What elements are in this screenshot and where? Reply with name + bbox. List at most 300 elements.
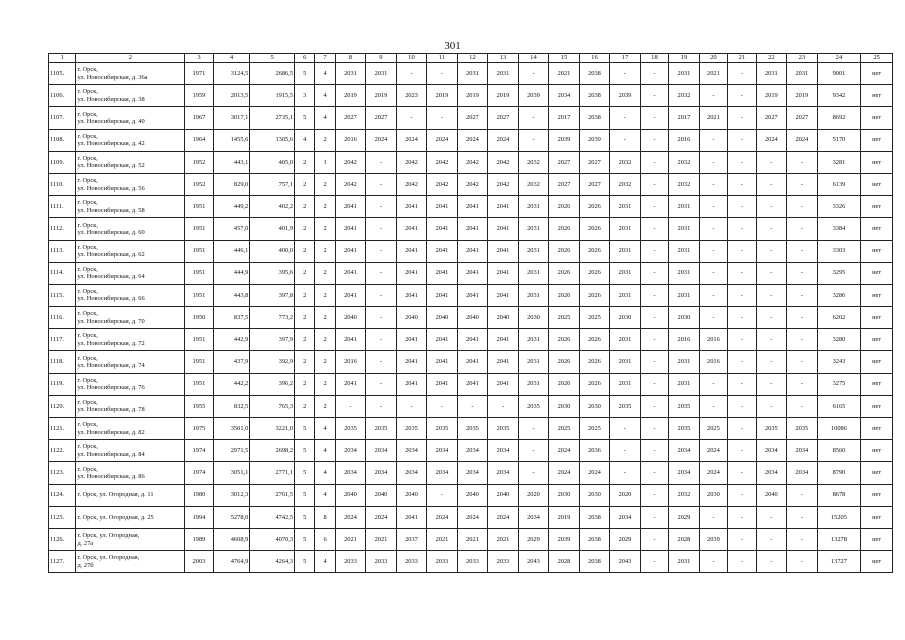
table-cell: 2026: [579, 240, 610, 262]
area-cell: 1305,6: [250, 129, 295, 151]
table-cell: -: [640, 395, 668, 417]
table-cell: 2017: [669, 107, 700, 129]
table-cell: -: [518, 63, 549, 85]
table-cell: -: [518, 129, 549, 151]
table-cell: 5: [295, 484, 315, 506]
table-cell: -: [728, 528, 756, 550]
table-cell: нет: [861, 351, 893, 373]
table-cell: -: [640, 63, 668, 85]
table-cell: -: [787, 284, 818, 306]
table-cell: 2041: [427, 240, 458, 262]
area-cell: 4608,9: [213, 528, 250, 550]
table-cell: -: [640, 418, 668, 440]
table-cell: -: [366, 173, 397, 195]
address-cell: г. Орск, ул. Огородная, д. 25: [76, 506, 185, 528]
table-cell: 3281: [817, 151, 861, 173]
table-cell: -: [787, 240, 818, 262]
area-cell: 757,1: [250, 173, 295, 195]
address-cell: г. Орск, ул. Новосибирская, д. 66: [76, 284, 185, 306]
address-cell: г. Орск, ул. Новосибирская, д. 78: [76, 395, 185, 417]
column-header-11: 11: [427, 54, 458, 63]
table-cell: 2032: [669, 85, 700, 107]
table-cell: 2024: [756, 129, 787, 151]
area-cell: 5278,0: [213, 506, 250, 528]
area-cell: 397,9: [250, 329, 295, 351]
row-number: 1118.: [49, 351, 76, 373]
table-cell: -: [787, 506, 818, 528]
table-cell: 1994: [185, 506, 213, 528]
table-cell: 2024: [366, 506, 397, 528]
table-cell: 2031: [669, 373, 700, 395]
table-cell: -: [728, 395, 756, 417]
table-cell: 2035: [457, 418, 488, 440]
table-cell: 2: [295, 218, 315, 240]
table-cell: 2031: [518, 262, 549, 284]
table-cell: 2028: [549, 551, 580, 573]
table-cell: 2041: [427, 351, 458, 373]
table-cell: -: [640, 85, 668, 107]
table-cell: 2024: [579, 462, 610, 484]
table-cell: 2019: [457, 85, 488, 107]
table-cell: 2016: [699, 351, 727, 373]
table-cell: 2040: [396, 484, 427, 506]
table-cell: -: [366, 151, 397, 173]
table-cell: 2043: [518, 551, 549, 573]
address-cell: г. Орск, ул. Новосибирская, д. 64: [76, 262, 185, 284]
table-cell: -: [787, 151, 818, 173]
table-cell: 2031: [787, 63, 818, 85]
table-row: [49, 63, 893, 85]
table-cell: 5: [295, 440, 315, 462]
column-header-6: 6: [295, 54, 315, 63]
area-cell: 449,2: [213, 196, 250, 218]
table-cell: -: [756, 240, 787, 262]
table-cell: -: [756, 373, 787, 395]
table-row: [49, 484, 893, 506]
table-cell: 2035: [669, 395, 700, 417]
table-cell: 2026: [549, 240, 580, 262]
table-cell: -: [756, 307, 787, 329]
row-number: 1117.: [49, 329, 76, 351]
table-cell: -: [756, 196, 787, 218]
table-cell: 3303: [817, 240, 861, 262]
area-cell: 3501,0: [213, 418, 250, 440]
table-cell: 2041: [488, 262, 519, 284]
table-cell: 4: [315, 551, 335, 573]
area-cell: 442,9: [213, 329, 250, 351]
column-header-7: 7: [315, 54, 335, 63]
table-cell: 2027: [549, 173, 580, 195]
table-cell: 2026: [549, 262, 580, 284]
area-cell: 442,2: [213, 373, 250, 395]
row-number: 1125.: [49, 506, 76, 528]
table-cell: 2029: [610, 528, 641, 550]
table-cell: 2035: [396, 418, 427, 440]
table-body: [49, 63, 893, 573]
table-cell: -: [366, 284, 397, 306]
table-cell: 2026: [549, 373, 580, 395]
area-cell: 443,1: [213, 151, 250, 173]
table-cell: 2019: [787, 85, 818, 107]
table-cell: 2016: [335, 351, 366, 373]
table-cell: 2043: [610, 551, 641, 573]
table-cell: 4: [315, 85, 335, 107]
table-cell: нет: [861, 440, 893, 462]
table-cell: 2021: [699, 107, 727, 129]
table-cell: 6: [315, 528, 335, 550]
table-cell: 2026: [549, 284, 580, 306]
table-cell: 1951: [185, 240, 213, 262]
table-cell: 1967: [185, 107, 213, 129]
table-cell: 2034: [396, 440, 427, 462]
table-cell: 2042: [488, 151, 519, 173]
table-cell: 2017: [549, 107, 580, 129]
table-cell: 2026: [579, 196, 610, 218]
table-cell: -: [728, 484, 756, 506]
table-cell: 5: [295, 462, 315, 484]
column-header-16: 16: [579, 54, 610, 63]
table-cell: 2027: [787, 107, 818, 129]
table-cell: -: [699, 262, 727, 284]
table-cell: 2026: [549, 196, 580, 218]
table-cell: 2031: [518, 373, 549, 395]
table-cell: 2041: [396, 262, 427, 284]
column-header-22: 22: [756, 54, 787, 63]
table-cell: 6202: [817, 307, 861, 329]
table-cell: 2026: [579, 262, 610, 284]
table-cell: 2026: [579, 373, 610, 395]
table-cell: 2021: [335, 528, 366, 550]
table-cell: 1975: [185, 418, 213, 440]
table-row: [49, 284, 893, 306]
address-cell: г. Орск, ул. Новосибирская, д. 56: [76, 173, 185, 195]
table-cell: -: [366, 196, 397, 218]
table-cell: 2024: [787, 129, 818, 151]
table-cell: 4: [315, 484, 335, 506]
column-header-10: 10: [396, 54, 427, 63]
table-cell: -: [756, 506, 787, 528]
table-cell: нет: [861, 107, 893, 129]
table-cell: -: [640, 351, 668, 373]
row-number: 1126.: [49, 528, 76, 550]
area-cell: 2686,5: [250, 63, 295, 85]
table-cell: -: [396, 395, 427, 417]
table-cell: 2029: [518, 528, 549, 550]
address-cell: г. Орск, ул. Новосибирская, д. 70: [76, 307, 185, 329]
table-cell: -: [756, 173, 787, 195]
table-cell: 2024: [699, 462, 727, 484]
area-cell: 773,2: [250, 307, 295, 329]
table-cell: 2041: [396, 218, 427, 240]
table-cell: -: [728, 262, 756, 284]
table-cell: 2024: [396, 129, 427, 151]
table-row: [49, 129, 893, 151]
table-cell: 2042: [427, 151, 458, 173]
table-cell: 2: [295, 395, 315, 417]
table-row: [49, 173, 893, 195]
table-cell: 2024: [427, 506, 458, 528]
table-cell: 1952: [185, 151, 213, 173]
table-row: [49, 85, 893, 107]
table-cell: -: [699, 85, 727, 107]
address-cell: г. Орск, ул. Новосибирская, д. 58: [76, 196, 185, 218]
table-cell: 2041: [335, 240, 366, 262]
table-cell: 2031: [488, 63, 519, 85]
table-cell: -: [787, 329, 818, 351]
table-cell: 2041: [457, 196, 488, 218]
table-cell: 1: [315, 151, 335, 173]
table-cell: -: [640, 284, 668, 306]
table-cell: -: [640, 329, 668, 351]
table-cell: 2034: [549, 85, 580, 107]
table-cell: -: [366, 262, 397, 284]
table-cell: -: [518, 107, 549, 129]
address-cell: г. Орск, ул. Новосибирская, д. 42: [76, 129, 185, 151]
table-cell: 2027: [366, 107, 397, 129]
table-cell: 2026: [579, 284, 610, 306]
table-cell: 2024: [488, 129, 519, 151]
row-number: 1122.: [49, 440, 76, 462]
table-cell: 2031: [669, 551, 700, 573]
table-cell: 2040: [335, 484, 366, 506]
table-cell: -: [787, 528, 818, 550]
column-header-23: 23: [787, 54, 818, 63]
table-cell: 13278: [817, 528, 861, 550]
table-cell: -: [640, 506, 668, 528]
table-cell: -: [640, 262, 668, 284]
table-cell: 2030: [518, 307, 549, 329]
table-cell: -: [610, 107, 641, 129]
table-cell: 2039: [579, 129, 610, 151]
table-cell: 2033: [457, 551, 488, 573]
table-cell: 2034: [427, 462, 458, 484]
column-header-18: 18: [640, 54, 668, 63]
table-cell: -: [640, 528, 668, 550]
table-row: [49, 373, 893, 395]
table-cell: -: [699, 129, 727, 151]
table-cell: 2031: [669, 351, 700, 373]
table-cell: 2027: [579, 151, 610, 173]
table-cell: 2021: [457, 528, 488, 550]
table-row: [49, 262, 893, 284]
table-cell: 2029: [669, 506, 700, 528]
table-cell: 2039: [699, 528, 727, 550]
table-cell: 5: [295, 418, 315, 440]
table-cell: -: [640, 440, 668, 462]
address-cell: г. Орск, ул. Новосибирская, д. 84: [76, 440, 185, 462]
table-cell: 2019: [335, 85, 366, 107]
table-cell: нет: [861, 262, 893, 284]
table-header: [49, 54, 893, 63]
table-cell: 2041: [427, 284, 458, 306]
table-cell: -: [366, 240, 397, 262]
table-cell: 2041: [396, 351, 427, 373]
column-header-13: 13: [488, 54, 519, 63]
table-cell: 2024: [549, 440, 580, 462]
table-cell: нет: [861, 373, 893, 395]
address-cell: г. Орск, ул. Новосибирская, д. 72: [76, 329, 185, 351]
table-cell: -: [366, 218, 397, 240]
table-cell: 6139: [817, 173, 861, 195]
table-cell: 2021: [699, 63, 727, 85]
table-cell: 2: [315, 173, 335, 195]
table-cell: -: [427, 107, 458, 129]
table-cell: 1951: [185, 196, 213, 218]
table-cell: 2038: [579, 506, 610, 528]
table-cell: 2041: [488, 240, 519, 262]
table-cell: -: [640, 173, 668, 195]
table-cell: 2: [295, 307, 315, 329]
column-header-9: 9: [366, 54, 397, 63]
table-cell: 2: [315, 373, 335, 395]
table-cell: 2019: [427, 85, 458, 107]
table-cell: 2041: [457, 240, 488, 262]
table-cell: 2034: [610, 506, 641, 528]
table-cell: 1952: [185, 173, 213, 195]
area-cell: 437,9: [213, 351, 250, 373]
table-cell: 2031: [610, 262, 641, 284]
table-cell: 1950: [185, 307, 213, 329]
table-cell: 2033: [396, 551, 427, 573]
table-cell: нет: [861, 528, 893, 550]
table-cell: 2034: [518, 506, 549, 528]
table-cell: 2030: [549, 395, 580, 417]
table-cell: -: [787, 196, 818, 218]
table-cell: 2031: [610, 373, 641, 395]
table-cell: 2027: [335, 107, 366, 129]
table-cell: 2024: [366, 129, 397, 151]
table-cell: 2: [315, 329, 335, 351]
table-cell: -: [756, 284, 787, 306]
table-cell: 9001: [817, 63, 861, 85]
table-cell: 2024: [549, 462, 580, 484]
table-cell: -: [787, 218, 818, 240]
table-cell: -: [787, 307, 818, 329]
table-cell: 2031: [610, 351, 641, 373]
table-cell: 2: [315, 240, 335, 262]
table-cell: нет: [861, 506, 893, 528]
table-cell: 2041: [488, 329, 519, 351]
table-cell: -: [728, 506, 756, 528]
row-number: 1113.: [49, 240, 76, 262]
table-cell: 2019: [549, 506, 580, 528]
table-cell: 2031: [335, 63, 366, 85]
area-cell: 3221,0: [250, 418, 295, 440]
address-cell: г. Орск, ул. Новосибирская, д. 76: [76, 373, 185, 395]
table-cell: 2034: [756, 440, 787, 462]
table-cell: -: [699, 373, 727, 395]
table-cell: 3280: [817, 329, 861, 351]
table-cell: 2041: [488, 196, 519, 218]
table-cell: -: [610, 129, 641, 151]
table-cell: 2035: [488, 418, 519, 440]
table-cell: 2016: [669, 129, 700, 151]
table-cell: 2016: [669, 329, 700, 351]
table-cell: 1971: [185, 63, 213, 85]
table-cell: 2034: [787, 440, 818, 462]
table-cell: 2035: [366, 418, 397, 440]
table-cell: 4: [315, 107, 335, 129]
table-cell: 2030: [669, 307, 700, 329]
table-cell: 2026: [579, 329, 610, 351]
table-cell: 1974: [185, 440, 213, 462]
row-number: 1110.: [49, 173, 76, 195]
table-cell: 2034: [669, 440, 700, 462]
table-cell: 2041: [335, 284, 366, 306]
table-cell: 2035: [787, 418, 818, 440]
table-cell: 2034: [427, 440, 458, 462]
table-cell: 2: [315, 307, 335, 329]
table-cell: 4: [315, 418, 335, 440]
table-cell: 2034: [366, 462, 397, 484]
table-cell: 2041: [396, 329, 427, 351]
table-cell: 2034: [787, 462, 818, 484]
row-number: 1116.: [49, 307, 76, 329]
area-cell: 2698,2: [250, 440, 295, 462]
column-header-24: 24: [817, 54, 861, 63]
table-cell: -: [457, 395, 488, 417]
table-cell: -: [756, 151, 787, 173]
table-cell: 2031: [610, 240, 641, 262]
table-cell: 1955: [185, 395, 213, 417]
table-cell: 2040: [457, 484, 488, 506]
table-cell: 2032: [610, 173, 641, 195]
address-cell: г. Орск, ул. Новосибирская, д. 40: [76, 107, 185, 129]
table-cell: -: [335, 395, 366, 417]
table-cell: 2: [295, 284, 315, 306]
table-cell: 5: [295, 506, 315, 528]
table-cell: 2024: [457, 506, 488, 528]
table-cell: -: [699, 151, 727, 173]
page-number: 301: [444, 40, 461, 52]
table-cell: -: [699, 173, 727, 195]
table-cell: 2024: [427, 129, 458, 151]
table-cell: -: [488, 395, 519, 417]
table-cell: 2035: [610, 395, 641, 417]
table-cell: 2016: [699, 329, 727, 351]
column-header-19: 19: [669, 54, 700, 63]
table-cell: 2032: [669, 484, 700, 506]
table-cell: 2042: [457, 173, 488, 195]
table-cell: 2: [315, 351, 335, 373]
table-cell: 2041: [457, 218, 488, 240]
table-row: [49, 418, 893, 440]
table-cell: 2031: [610, 284, 641, 306]
table-cell: 2035: [756, 418, 787, 440]
table-cell: 1951: [185, 218, 213, 240]
table-cell: -: [756, 528, 787, 550]
table-cell: нет: [861, 284, 893, 306]
table-row: [49, 151, 893, 173]
address-cell: г. Орск, ул. Огородная, д. 27а: [76, 528, 185, 550]
table-cell: 2025: [579, 418, 610, 440]
table-cell: 2040: [396, 307, 427, 329]
table-cell: 2031: [518, 196, 549, 218]
table-cell: -: [699, 196, 727, 218]
table-cell: 4: [295, 129, 315, 151]
table-cell: 2027: [549, 151, 580, 173]
table-cell: 2: [295, 173, 315, 195]
table-cell: -: [728, 129, 756, 151]
table-cell: -: [427, 63, 458, 85]
column-header-4: 4: [213, 54, 250, 63]
area-cell: 4764,9: [213, 551, 250, 573]
table-cell: 2033: [427, 551, 458, 573]
table-cell: 2034: [457, 440, 488, 462]
table-cell: -: [640, 551, 668, 573]
table-cell: 2040: [366, 484, 397, 506]
table-cell: 8790: [817, 462, 861, 484]
